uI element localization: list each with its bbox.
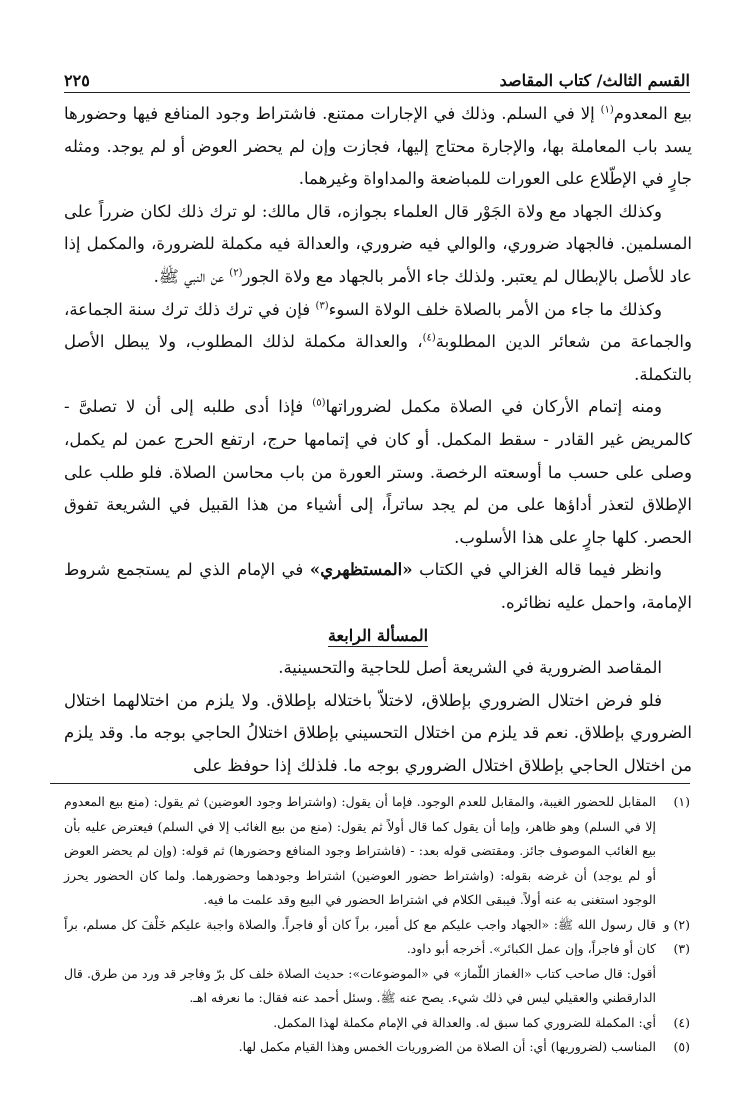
footnote-body [64, 1035, 656, 1060]
text-run: ومنه إتمام الأركان في الصلاة مكمل لضروراتها [325, 397, 662, 417]
page-number: ٢٢٥ [64, 71, 90, 90]
footnote-ref-2[interactable]: (٢) [229, 267, 243, 279]
text-run: وكذلك الجهاد مع ولاة الجَوْر قال العلماء بجوازه، قال مالك: لو ترك ذلك لكان ضرراً على المسلمين. فالجهاد ضروري، والوالي فيه ضروري، والعدالة فيه مكملة للضرورة، والمكمل إذا عاد للأصل بالإبطال لم يعتبر. ولذلك جاء الأمر بالجهاد مع ولاة الجور [64, 201, 692, 286]
footnote-body [64, 1011, 656, 1036]
footnote-body [64, 790, 656, 913]
footnote-number: (١) [673, 794, 690, 809]
paragraph-7: فلو فرض اختلال الضروري بإطلاق، لاختلاّ باختلاله بإطلاق. ولا يلزم من اختلالهما اختلال الضروري بإطلاق. نعم قد يلزم من اختلال التحسيني بإطلاق اختلالُ الحاجي بوجه ما. وقد يلزم من اختلال الحاجي بإطلاق اختلال الضروري بوجه ما. فلذلك إذا حوفظ على [64, 690, 692, 775]
footnote-text: المناسب (لضروريها) أي: أن الصلاة من الضروريات الخمس وهذا القيام مكمل لها. [238, 1039, 656, 1054]
footnote-separator [50, 783, 690, 784]
running-head [64, 64, 690, 93]
text-run: وكذلك ما جاء من الأمر بالصلاة خلف الولاة السوء [328, 299, 662, 319]
text-run: عن النبي ﷺ. [153, 266, 230, 286]
paragraph-4 [64, 391, 692, 554]
footnote-2-3 [64, 913, 690, 1011]
footnote-1 [64, 790, 690, 913]
text-run: فإن في ترك ذلك ترك سنة الجماعة، والجماعة من شعائر الدين المطلوبة [64, 299, 692, 352]
paragraph-6: المقاصد الضرورية في الشريعة أصل للحاجية والتحسينية. [278, 658, 662, 678]
footnote-5 [64, 1035, 690, 1060]
footnote-text: أي: المكملة للضروري كما سبق له. والعدالة في الإمام مكملة لهذا المكمل. [273, 1014, 656, 1030]
footnote-text: أقول: قال صاحب كتاب «الغماز اللّماز» في «الموضوعات»: حديث الصلاة خلف كل برّ وفاجر قد ورد من طرق. قال الدارقطني والعقيلي ليس في ذلك شيء. يصح عنه ﷺ. وسئل أحمد عنه فقال: ما نعرفه اهـ. [64, 965, 656, 1005]
footnote-number: (٥) [673, 1039, 690, 1054]
text-run: في الإمام الذي لم يستجمع شروط الإمامة، واحمل عليه نظائره. [64, 560, 692, 612]
running-title: القسم الثالث/ كتاب المقاصد [499, 71, 690, 90]
paragraph-5 [64, 554, 692, 619]
text-run: بيع المعدوم [613, 104, 692, 123]
text-run: فإذا أدى طلبه إلى أن لا تصلىَّ - كالمريض غير القادر - سقط المكمل. أو كان في إتمامها حرج، ارتفع الحرج عمن لم يكمل، وصلى على حسب ما أوسعته الرخصة. وستر العورة من باب محاسن الصلاة. فلو طلب على الإطلاق لتعذر أداؤها على من لم يجد ساتراً، إلى أشياء من هذا القبيل في الشريعة تفوق الحصر. كلها جارٍ على هذا الأسلوب. [64, 397, 692, 547]
footnote-ref-3[interactable]: (٣) [315, 300, 329, 312]
book-title: «المستظهري» [309, 560, 413, 580]
footnote-ref-4[interactable]: (٤) [422, 332, 436, 344]
footnote-number: (٤) [673, 1014, 690, 1030]
footnote-body [64, 913, 656, 1011]
text-run: وانظر فيما قاله الغزالي في الكتاب [412, 560, 662, 580]
text-run: إلا في السلم. وذلك في الإجارات ممتنع. فاشتراط وجود المنافع فيها وحضورها يسد باب المعاملة بها، والإجارة محتاج إليها، فجازت وإن لم يحضر العوض أو لم يوجد. ومثله جارٍ في الإطّلاع على العورات للمباضعة والمداواة وغيرهما. [64, 104, 692, 189]
section-heading-text: المسألة الرابعة [327, 625, 429, 645]
footnote-text: قال رسول الله ﷺ: «الجهاد واجب عليكم مع كل أمير، براً كان أو فاجراً. والصلاة واجبة عليكم خَلْفَ كل مسلم، براً كان أو فاجراً، وإن عمل الكبائر». أخرجه أبو داود. [64, 916, 656, 956]
footnote-ref-5[interactable]: (٥) [312, 397, 326, 409]
footnote-number: (٢) و (٣) [663, 916, 690, 956]
paragraph-1 [64, 98, 692, 196]
paragraph-3 [64, 294, 692, 392]
main-text [64, 98, 692, 782]
text-run: ، والعدالة مكملة لذلك المطلوب، ولا يبطل الأصل بالتكملة. [64, 332, 692, 384]
footnote-ref-1[interactable]: (١) [600, 104, 614, 116]
paragraph-2 [64, 196, 692, 294]
footnotes [64, 790, 690, 1060]
section-heading [64, 620, 692, 653]
footnote-4 [64, 1011, 690, 1036]
footnote-text: المقابل للحضور الغيبة، والمقابل للعدم الوجود. فإما أن يقول: (واشتراط وجود العوضين) ثم يقول: (منع بيع المعدوم إلا في السلم) وهو ظاهر، وإما أن يقول كما قال أولاً ثم يقول: (منع من بيع الغائب إلا في السلم) فيعترض عليه بأن بيع الغائب الموصوف جائز. ومقتضى قوله بعد: - (فاشتراط وجود المنافع وحضورها) ثم قوله: (وإن لم يحضر العوض أو لم يوجد) أن غرضه بقوله: (واشتراط حضور العوضين) اشتراط وجودهما وحضورهما. ولما كان الحضور يحرز الوجود استغنى به عنه أولاً. فيبقى الكلام في اشتراط الحضور في البيع وقد علمت ما فيه. [64, 794, 656, 907]
